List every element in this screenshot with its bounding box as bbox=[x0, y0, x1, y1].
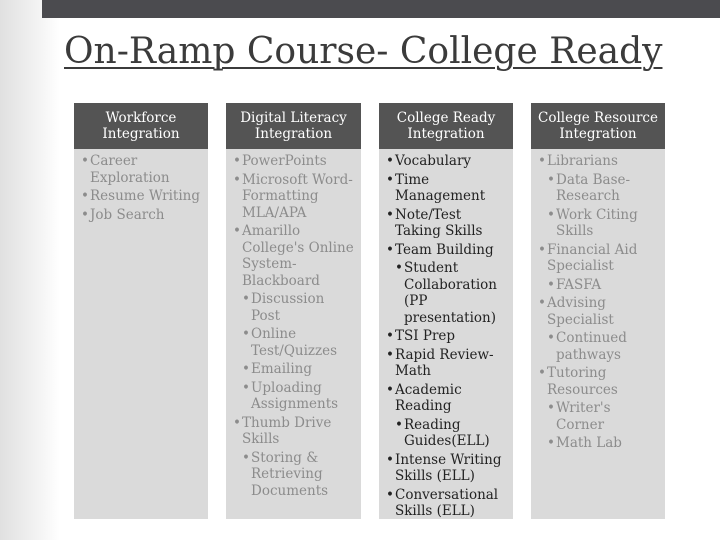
bullet-item: • Rapid Review- Math bbox=[395, 347, 509, 380]
column-header: College Ready Integration bbox=[379, 103, 513, 149]
column-college-ready bbox=[379, 103, 513, 519]
column-college-resource bbox=[531, 103, 665, 519]
sub-bullet-item: • Discussion Post bbox=[251, 291, 355, 324]
column-body bbox=[226, 149, 361, 519]
bullet-item: • Career Exploration bbox=[90, 153, 202, 186]
column-body bbox=[74, 149, 208, 519]
slide-title: On-Ramp Course- College Ready bbox=[64, 31, 663, 72]
sub-bullet-item: • Data Base- Research bbox=[556, 172, 659, 205]
bullet-item: • Intense Writing Skills (ELL) bbox=[395, 452, 509, 485]
bullet-item: • Vocabulary bbox=[395, 153, 509, 170]
bullet-item: • Thumb Drive Skills bbox=[242, 415, 355, 448]
bullet-list bbox=[531, 149, 665, 452]
bullet-item: • PowerPoints bbox=[242, 153, 355, 170]
sub-bullet-item: • Online Test/Quizzes bbox=[251, 326, 355, 359]
column-header: Workforce Integration bbox=[74, 103, 208, 149]
bullet-list bbox=[226, 149, 361, 499]
sub-bullet-item: • Reading Guides(ELL) bbox=[404, 417, 509, 450]
bullet-list bbox=[379, 149, 513, 520]
column-workforce bbox=[74, 103, 208, 519]
bullet-item: • Academic Reading bbox=[395, 382, 509, 415]
bullet-item: • Team Building bbox=[395, 242, 509, 259]
bullet-item: • TSI Prep bbox=[395, 328, 509, 345]
bullet-item: • Time Management bbox=[395, 172, 509, 205]
sub-bullet-item: • FASFA bbox=[556, 277, 659, 294]
sub-bullet-item: • Uploading Assignments bbox=[251, 380, 355, 413]
bullet-item: • Tutoring Resources bbox=[547, 365, 659, 398]
sub-bullet-item: • Continued pathways bbox=[556, 330, 659, 363]
bullet-item: • Conversational Skills (ELL) bbox=[395, 487, 509, 520]
bullet-list bbox=[74, 149, 208, 223]
sub-bullet-item: • Storing & Retrieving Documents bbox=[251, 450, 355, 500]
bullet-item: • Resume Writing bbox=[90, 188, 202, 205]
sub-bullet-item: • Student Collaboration (PP presentation) bbox=[404, 260, 509, 326]
column-body bbox=[379, 149, 513, 519]
bullet-item: • Amarillo College's Online System- Blackboard bbox=[242, 223, 355, 289]
bullet-item: • Advising Specialist bbox=[547, 295, 659, 328]
column-header: Digital Literacy Integration bbox=[226, 103, 361, 149]
top-banner-bar bbox=[42, 0, 720, 18]
bullet-item: • Financial Aid Specialist bbox=[547, 242, 659, 275]
column-header: College Resource Integration bbox=[531, 103, 665, 149]
bullet-item: • Note/Test Taking Skills bbox=[395, 207, 509, 240]
bullet-item: • Microsoft Word- Formatting MLA/APA bbox=[242, 172, 355, 222]
sub-bullet-item: • Math Lab bbox=[556, 435, 659, 452]
sub-bullet-item: • Emailing bbox=[251, 361, 355, 378]
sub-bullet-item: • Writer's Corner bbox=[556, 400, 659, 433]
bullet-item: • Job Search bbox=[90, 207, 202, 224]
sub-bullet-item: • Work Citing Skills bbox=[556, 207, 659, 240]
column-body bbox=[531, 149, 665, 519]
bullet-item: • Librarians bbox=[547, 153, 659, 170]
column-digital-literacy bbox=[226, 103, 361, 519]
